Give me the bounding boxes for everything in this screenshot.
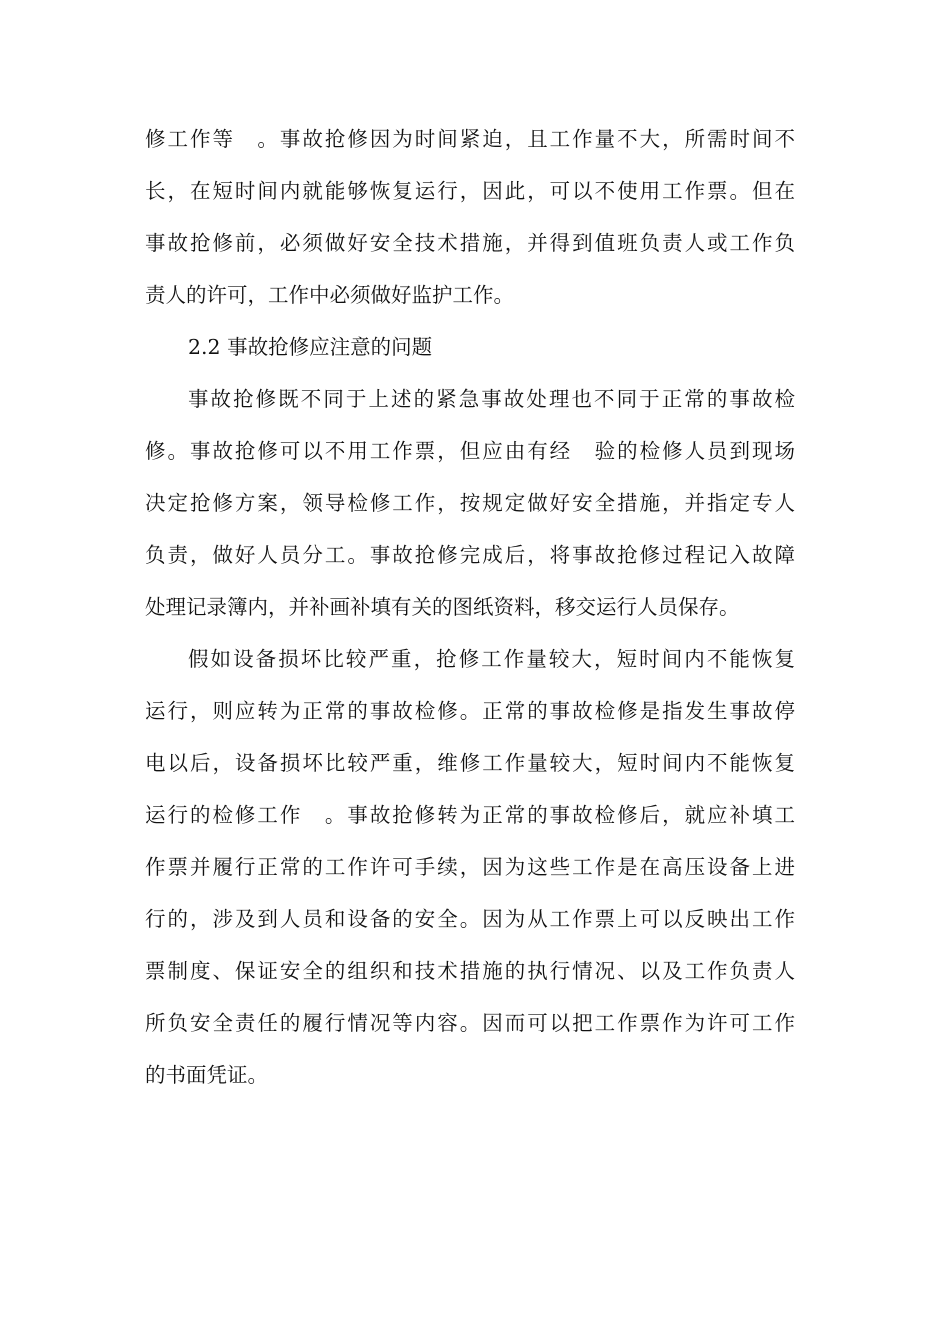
paragraph-line: 作票并履行正常的工作许可手续，因为这些工作是在高压设备上进 — [145, 855, 795, 879]
paragraph-line: 修工作等 。事故抢修因为时间紧迫，且工作量不大，所需时间不 — [145, 127, 795, 151]
paragraph-1 — [145, 113, 795, 321]
paragraph-line: 票制度、保证安全的组织和技术措施的执行情况、以及工作负责人 — [145, 959, 795, 983]
paragraph-line: 行的，涉及到人员和设备的安全。因为从工作票上可以反映出工作 — [145, 907, 795, 931]
paragraph-line: 所负安全责任的履行情况等内容。因而可以把工作票作为许可工作 — [145, 1011, 795, 1035]
paragraph-line: 运行的检修工作 。事故抢修转为正常的事故检修后，就应补填工 — [145, 803, 795, 827]
document-body — [145, 113, 795, 1101]
paragraph-line: 事故抢修前，必须做好安全技术措施，并得到值班负责人或工作负 — [145, 231, 795, 255]
paragraph-line: 运行，则应转为正常的事故检修。正常的事故检修是指发生事故停 — [145, 699, 795, 723]
paragraph-line: 修。事故抢修可以不用工作票，但应由有经 验的检修人员到现场 — [145, 439, 795, 463]
paragraph-line: 负责，做好人员分工。事故抢修完成后，将事故抢修过程记入故障 — [145, 543, 795, 567]
paragraph-2 — [145, 373, 795, 633]
paragraph-line: 电以后，设备损坏比较严重，维修工作量较大，短时间内不能恢复 — [145, 751, 795, 775]
paragraph-line: 处理记录簿内，并补画补填有关的图纸资料，移交运行人员保存。 — [145, 595, 740, 619]
paragraph-line: 事故抢修既不同于上述的紧急事故处理也不同于正常的事故检 — [188, 387, 795, 411]
paragraph-line: 责人的许可，工作中必须做好监护工作。 — [145, 283, 514, 307]
section-heading: 2.2 事故抢修应注意的问题 — [188, 335, 433, 359]
paragraph-line: 的书面凭证。 — [145, 1063, 268, 1087]
paragraph-line: 决定抢修方案，领导检修工作，按规定做好安全措施，并指定专人 — [145, 491, 795, 515]
paragraph-line: 假如设备损坏比较严重，抢修工作量较大，短时间内不能恢复 — [188, 647, 795, 671]
paragraph-3 — [145, 633, 795, 1101]
paragraph-line: 长，在短时间内就能够恢复运行，因此，可以不使用工作票。但在 — [145, 179, 795, 203]
